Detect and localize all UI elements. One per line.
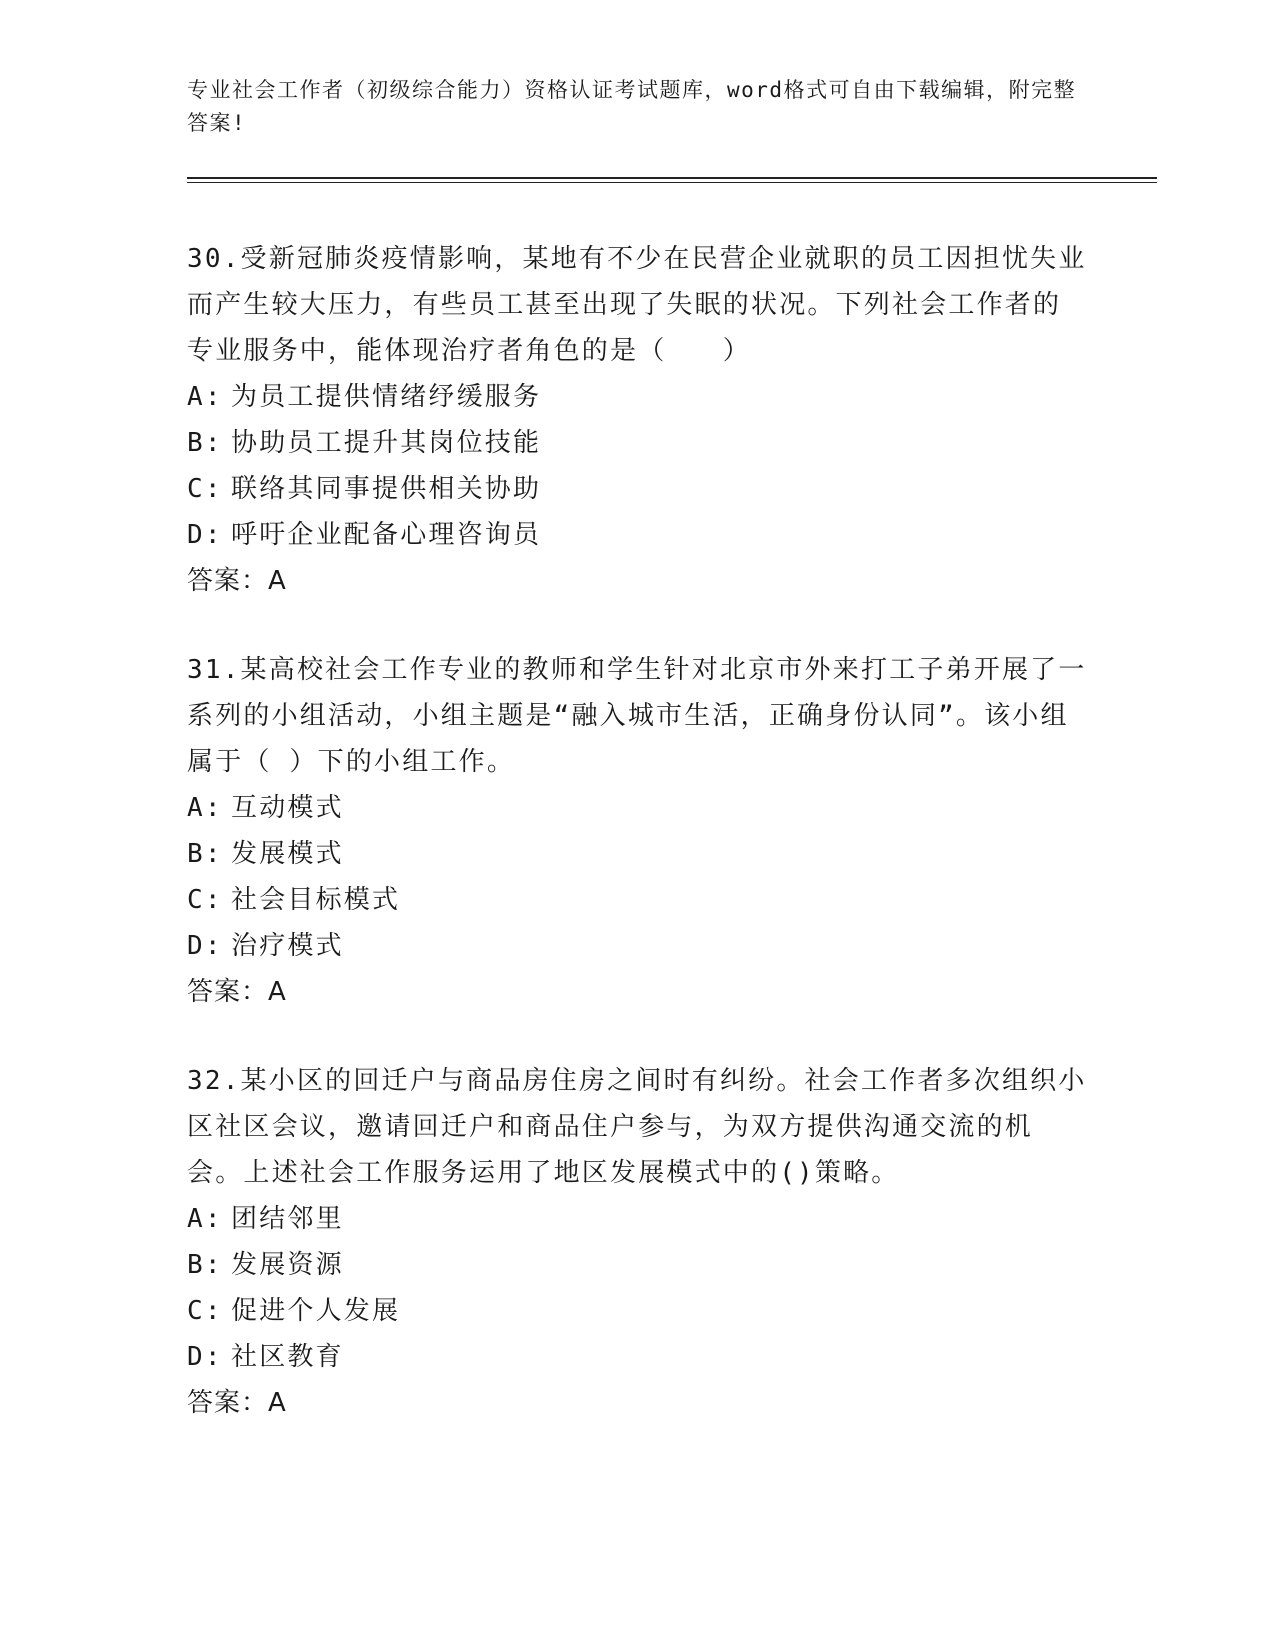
option-key: C: [187,1296,223,1326]
option-a [187,1196,1087,1242]
option-key: D: [187,931,223,961]
answer-line: 答案：A [187,977,287,1007]
option-key: C: [187,885,223,915]
option-c [187,877,1087,923]
option-text: 协助员工提升其岗位技能 [231,428,542,458]
option-d [187,1334,1087,1380]
question-stem: 32.某小区的回迁户与商品房住房之间时有纠纷。社会工作者多次组织小区社区会议，邀请回迁户和商品住户参与，为双方提供沟通交流的机会。上述社会工作服务运用了地区发展模式中的()策略。 [187,1066,1087,1188]
document-header: 专业社会工作者（初级综合能力）资格认证考试题库，word格式可自由下载编辑，附完整答案! [187,78,1077,135]
option-c [187,1288,1087,1334]
option-text: 呼吁企业配备心理咨询员 [231,520,542,550]
question-stem: 31.某高校社会工作专业的教师和学生针对北京市外来打工子弟开展了一系列的小组活动，小组主题是“融入城市生活，正确身份认同”。该小组属于（ ）下的小组工作。 [187,655,1087,777]
header-divider-thin [187,182,1157,183]
option-key: B: [187,428,223,458]
option-key: B: [187,839,223,869]
question-31 [187,647,1087,1015]
answer-line: 答案：A [187,1388,287,1418]
option-text: 发展资源 [231,1250,344,1280]
option-key: A: [187,793,223,823]
header-divider-thick [187,177,1157,179]
option-b [187,1242,1087,1288]
option-text: 为员工提供情绪纾缓服务 [231,382,542,412]
question-30 [187,236,1087,604]
option-text: 促进个人发展 [231,1296,401,1326]
option-key: A: [187,382,223,412]
option-text: 互动模式 [231,793,344,823]
option-key: B: [187,1250,223,1280]
answer-line: 答案：A [187,566,287,596]
option-b [187,831,1087,877]
option-a [187,785,1087,831]
option-key: D: [187,1342,223,1372]
option-text: 团结邻里 [231,1204,344,1234]
option-text: 联络其同事提供相关协助 [231,474,542,504]
option-key: A: [187,1204,223,1234]
option-c [187,466,1087,512]
question-stem: 30.受新冠肺炎疫情影响，某地有不少在民营企业就职的员工因担忧失业而产生较大压力，有些员工甚至出现了失眠的状况。下列社会工作者的专业服务中，能体现治疗者角色的是（ ） [187,244,1087,366]
option-d [187,923,1087,969]
option-key: D: [187,520,223,550]
option-text: 治疗模式 [231,931,344,961]
option-text: 发展模式 [231,839,344,869]
option-text: 社会目标模式 [231,885,401,915]
option-key: C: [187,474,223,504]
option-text: 社区教育 [231,1342,344,1372]
option-d [187,512,1087,558]
question-32 [187,1058,1087,1426]
option-b [187,420,1087,466]
option-a [187,374,1087,420]
